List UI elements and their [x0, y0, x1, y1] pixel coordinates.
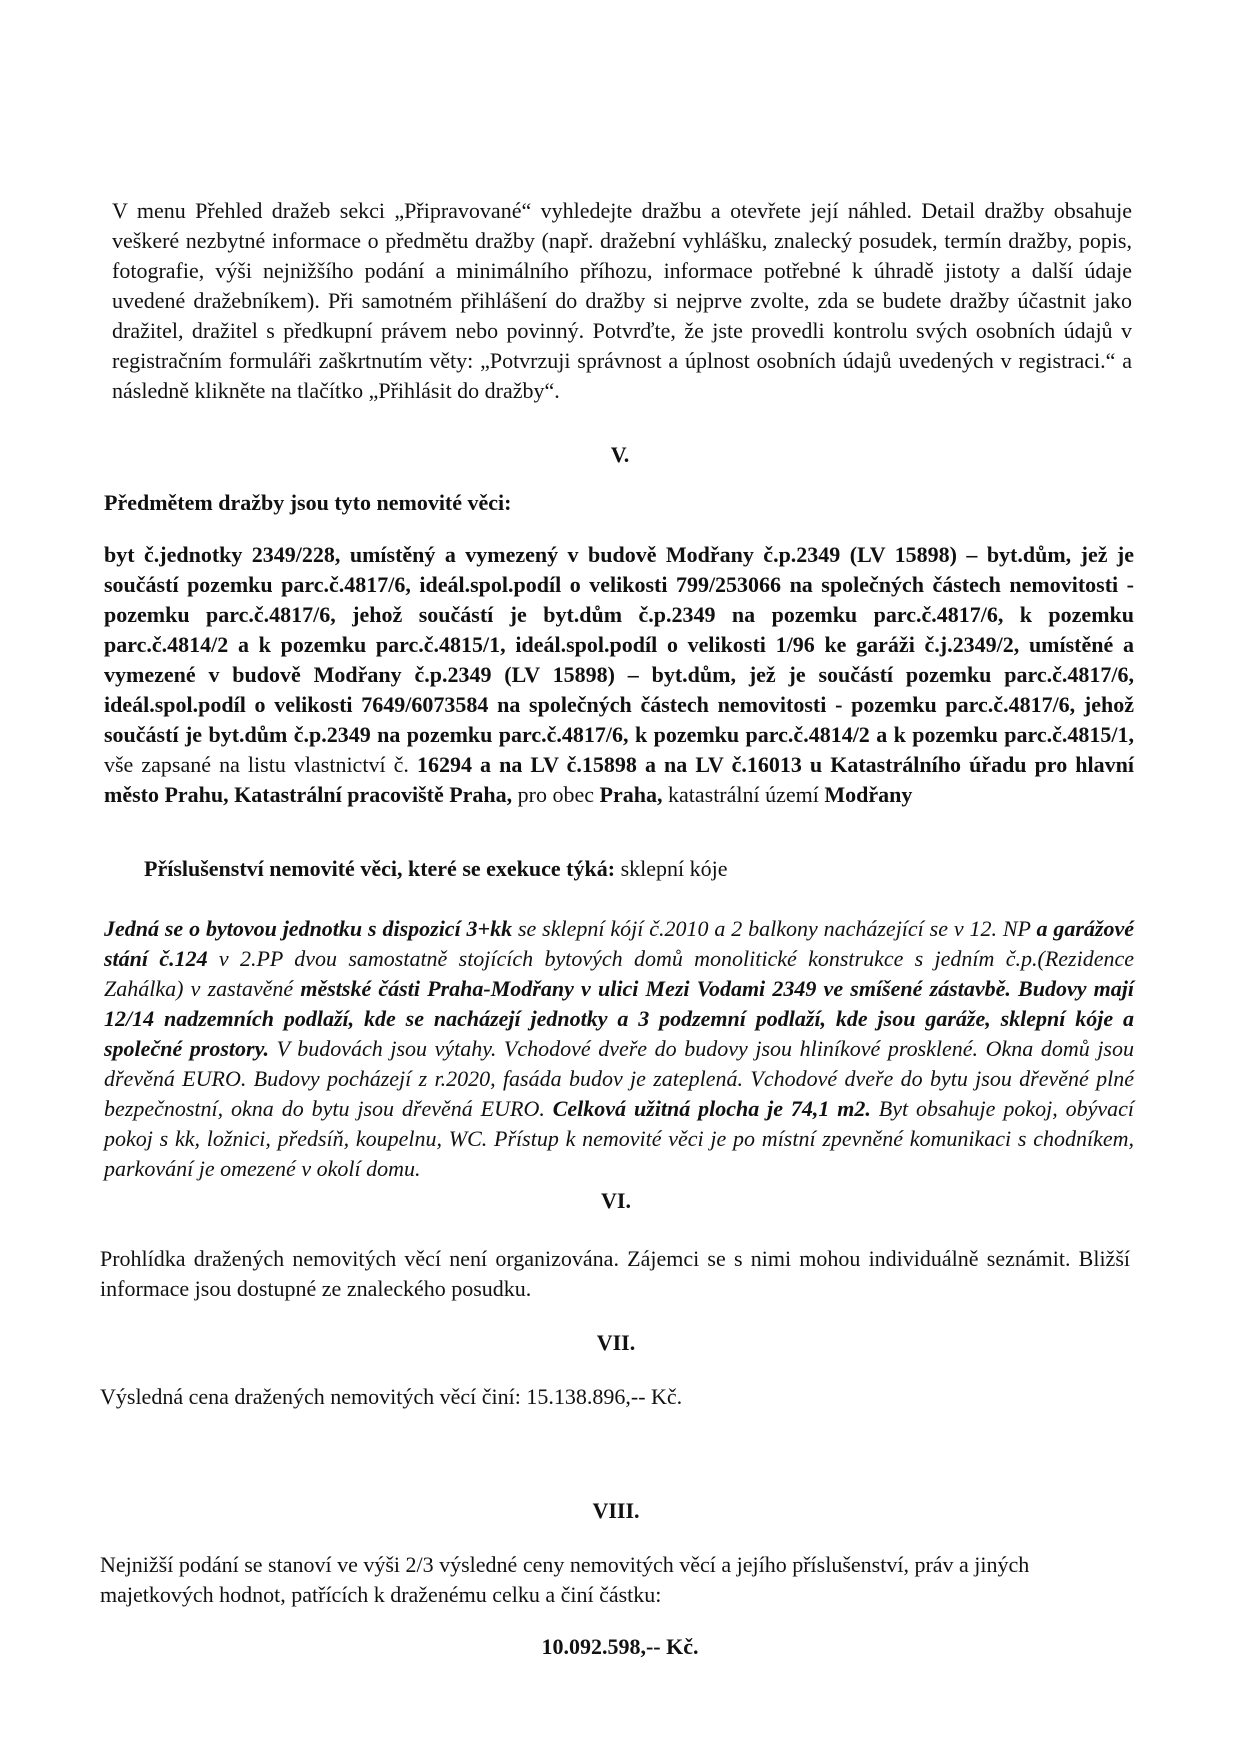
lowest-bid-amount: 10.092.598,-- Kč. [541, 1634, 699, 1659]
property-text-bold: byt č.jednotky 2349/228, umístěný a vymezený v budově Modřany č.p.2349 (LV 15898) – byt.dům, jež je součástí pozemku parc.č.4817/6, ideál.spol.podíl o velikosti 799/253066 na společných částech nemovitosti - pozemku parc.č.4817/6, jehož součástí je byt.dům č.p.2349 na pozemku parc.č.4817/6, k pozemku parc.č.4814/2 a k pozemku parc.č.4815/1, ideál.spol.podíl o velikosti 1/96 ke garáži č.j.2349/2, umístěné a vymezené v budově Modřany č.p.2349 (LV 15898) – byt.dům, jež je součástí pozemku parc.č.4817/6, ideál.spol.podíl o velikosti 7649/6073584 na společných částech nemovitosti - pozemku parc.č.4817/6, jehož součástí je byt.dům č.p.2349 na pozemku parc.č.4817/6, k pozemku parc.č.4814/2 a k pozemku parc.č.4815/1, [104, 542, 1134, 747]
property-description [104, 540, 1134, 810]
property-text-ku: katastrální území [662, 782, 825, 807]
description-part-4: v 2.PP dvou samostatně stojících bytových domů monolitické konstrukce s jedním č.p.(Rezidence Zahálka) v zastavěné [104, 946, 1134, 1001]
section-heading-viii: VIII. [592, 1498, 640, 1523]
intro-paragraph: V menu Přehled dražeb sekci „Připravované“ vyhledejte dražbu a otevřete její náhled. Detail dražby obsahuje veškeré nezbytné informace o předmětu dražby (např. dražební vyhlášku, znalecký posudek, termín dražby, popis, fotografie, výši nejnižšího podání a minimálního příhozu, informace potřebné k úhradě jistoty a další údaje uvedené dražebníkem). Při samotném přihlášení do dražby si nejprve zvolte, zda se budete dražby účastnit jako dražitel, dražitel s předkupní právem nebo povinný. Potvrďte, že jste provedli kontrolu svých osobních údajů v registračním formuláři zaškrtnutím věty: „Potvrzuji správnost a úplnost osobních údajů uvedených v registraci.“ a následně klikněte na tlačítko „Přihlásit do dražby“. [112, 198, 1132, 403]
property-obec-name: Praha, [599, 782, 663, 807]
inspection-paragraph: Prohlídka dražených nemovitých věcí není organizována. Zájemci se s nimi mohou individuálně seznámit. Bližší informace jsou dostupné ze znaleckého posudku. [100, 1246, 1130, 1301]
description-part-5: městské části Praha-Modřany v ulici Mezi Vodami 2349 ve smíšené zástavbě. Budovy mají 12/14 nadzemních podlaží, kde se nacházejí jednotky a 3 podzemní podlaží, kde jsou garáže, sklepní kóje a společné prostory. [104, 976, 1135, 1061]
description-part-8: Byt obsahuje pokoj, obývací pokoj s kk, ložnici, předsíň, koupelnu, WC. Přístup k nemovité věci je po místní zpevněné komunikaci s chodníkem, parkování je omezené v okolí domu. [104, 1096, 1135, 1181]
lowest-bid-paragraph: Nejnižší podání se stanoví ve výši 2/3 výsledné ceny nemovitých věcí a jejího příslušenství, práv a jiných majetkových hodnot, patřících k draženému celku a činí částku: [100, 1552, 1030, 1607]
subject-heading: Předmětem dražby jsou tyto nemovité věci: [104, 490, 512, 515]
section-heading-vii: VII. [596, 1330, 636, 1355]
description-part-3: a garážové stání č.124 [104, 916, 1134, 971]
property-lv-bold: 16294 a na LV č.15898 a na LV č.16013 u Katastrálního úřadu pro hlavní město Prahu, Katastrální pracoviště Praha, [104, 752, 1134, 807]
description-part-1: Jedná se o bytovou jednotku s dispozicí 3+kk [104, 916, 513, 941]
description-part-6: V budovách jsou výtahy. Vchodové dveře do budovy jsou hliníkové prosklené. Okna domů jsou dřevěná EURO. Budovy pocházejí z r.2020, fasáda budov je zateplená. Vchodové dveře do bytu jsou dřevěné plné bezpečnostní, okna do bytu jsou dřevěná EURO. [104, 1036, 1134, 1121]
description-part-7: Celková užitná plocha je 74,1 m2. [552, 1096, 871, 1121]
property-text-normal: vše zapsané na listu vlastnictví č. [104, 752, 417, 777]
accessories-line [144, 854, 1044, 884]
apartment-description [104, 914, 1134, 1184]
section-heading-v: V. [610, 442, 630, 467]
accessories-value: sklepní kóje [615, 856, 728, 881]
description-part-2: se sklepní kójí č.2010 a 2 balkony nacházející se v 12. NP [512, 916, 1037, 941]
section-heading-vi: VI. [601, 1188, 631, 1213]
property-text-obec: pro obec [512, 782, 600, 807]
accessories-label: Příslušenství nemovité věci, které se exekuce týká: [144, 856, 616, 881]
price-paragraph: Výsledná cena dražených nemovitých věcí činí: 15.138.896,-- Kč. [100, 1384, 683, 1409]
property-ku-name: Modřany [824, 782, 913, 807]
